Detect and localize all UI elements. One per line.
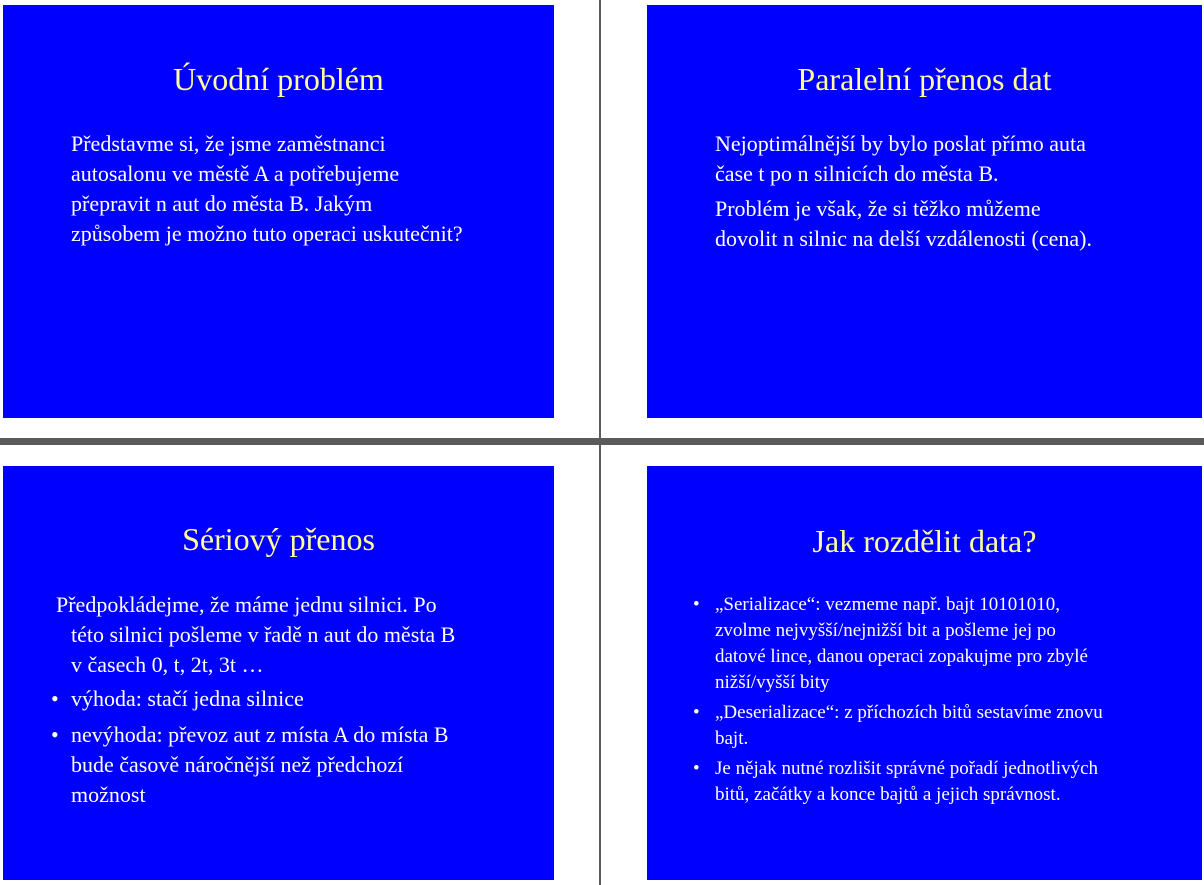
bullet-marker: •	[51, 722, 59, 747]
body-line: čase t po n silnicích do města B.	[715, 161, 999, 186]
body-line: Předpokládejme, že máme jednu silnici. Po	[56, 592, 437, 617]
body-line: možnost	[71, 782, 146, 807]
body-line: nižší/vyšší bity	[715, 672, 830, 693]
intro-paragraph	[56, 590, 455, 680]
slide-title: Sériový přenos	[182, 521, 375, 557]
body-paragraph	[715, 194, 1092, 254]
bullet-list	[693, 592, 1103, 812]
body-line: bude časově náročnější než předchozí	[71, 752, 404, 777]
body-line: „Serializace“: vezmeme např. bajt 10101010,	[715, 594, 1061, 615]
slide-paralelni-prenos	[647, 5, 1202, 418]
list-item	[51, 684, 449, 714]
bullet-marker: •	[693, 594, 700, 615]
bullet-marker: •	[693, 758, 700, 779]
body-line: autosalonu ve městě A a potřebujeme	[71, 161, 400, 186]
body-line: zvolme nejvyšší/nejnižší bit a pošleme jej po	[715, 620, 1056, 641]
body-line: přepravit n aut do města B. Jakým	[71, 191, 373, 216]
slide-title: Jak rozdělit data?	[812, 523, 1037, 559]
slide-seriovy-prenos	[3, 466, 554, 880]
body-line: „Deserializace“: z příchozích bitů sestavíme znovu	[715, 702, 1103, 723]
body-line: bajt.	[715, 728, 749, 749]
slide-body	[71, 129, 463, 249]
bullet-marker: •	[51, 686, 59, 711]
body-line: výhoda: stačí jedna silnice	[71, 686, 304, 711]
list-item	[693, 592, 1103, 696]
slide-title: Úvodní problém	[173, 61, 384, 97]
slide-uvodni-problem	[3, 5, 554, 418]
slide-body	[56, 590, 455, 680]
bullet-marker: •	[693, 702, 700, 723]
body-line: Problém je však, že si těžko můžeme	[715, 196, 1041, 221]
body-line: datové lince, danou operaci zopakujme pro zbylé	[715, 646, 1088, 667]
body-line: Je nějak nutné rozlišit správné pořadí jednotlivých	[715, 758, 1099, 779]
list-item	[51, 720, 449, 810]
body-line: Nejoptimálnější by bylo poslat přímo auta	[715, 131, 1086, 156]
body-line: nevýhoda: převoz aut z místa A do místa B	[71, 722, 449, 747]
body-line: bitů, začátky a konce bajtů a jejich správnost.	[715, 784, 1061, 805]
body-line: této silnici pošleme v řadě n aut do města B	[71, 622, 456, 647]
list-item	[693, 700, 1103, 752]
body-line: v časech 0, t, 2t, 3t …	[71, 652, 264, 677]
body-line: Představme si, že jsme zaměstnanci	[71, 131, 386, 156]
slide-jak-rozdelit-data	[647, 466, 1202, 880]
slide-title: Paralelní přenos dat	[797, 61, 1052, 97]
horizontal-divider	[0, 438, 1204, 445]
list-item	[693, 756, 1103, 808]
bullet-list	[51, 684, 449, 810]
slide-body	[715, 129, 1092, 259]
body-line: dovolit n silnic na delší vzdálenosti (cena).	[715, 226, 1092, 251]
body-line: způsobem je možno tuto operaci uskutečnit?	[71, 221, 463, 246]
body-paragraph	[715, 129, 1092, 189]
